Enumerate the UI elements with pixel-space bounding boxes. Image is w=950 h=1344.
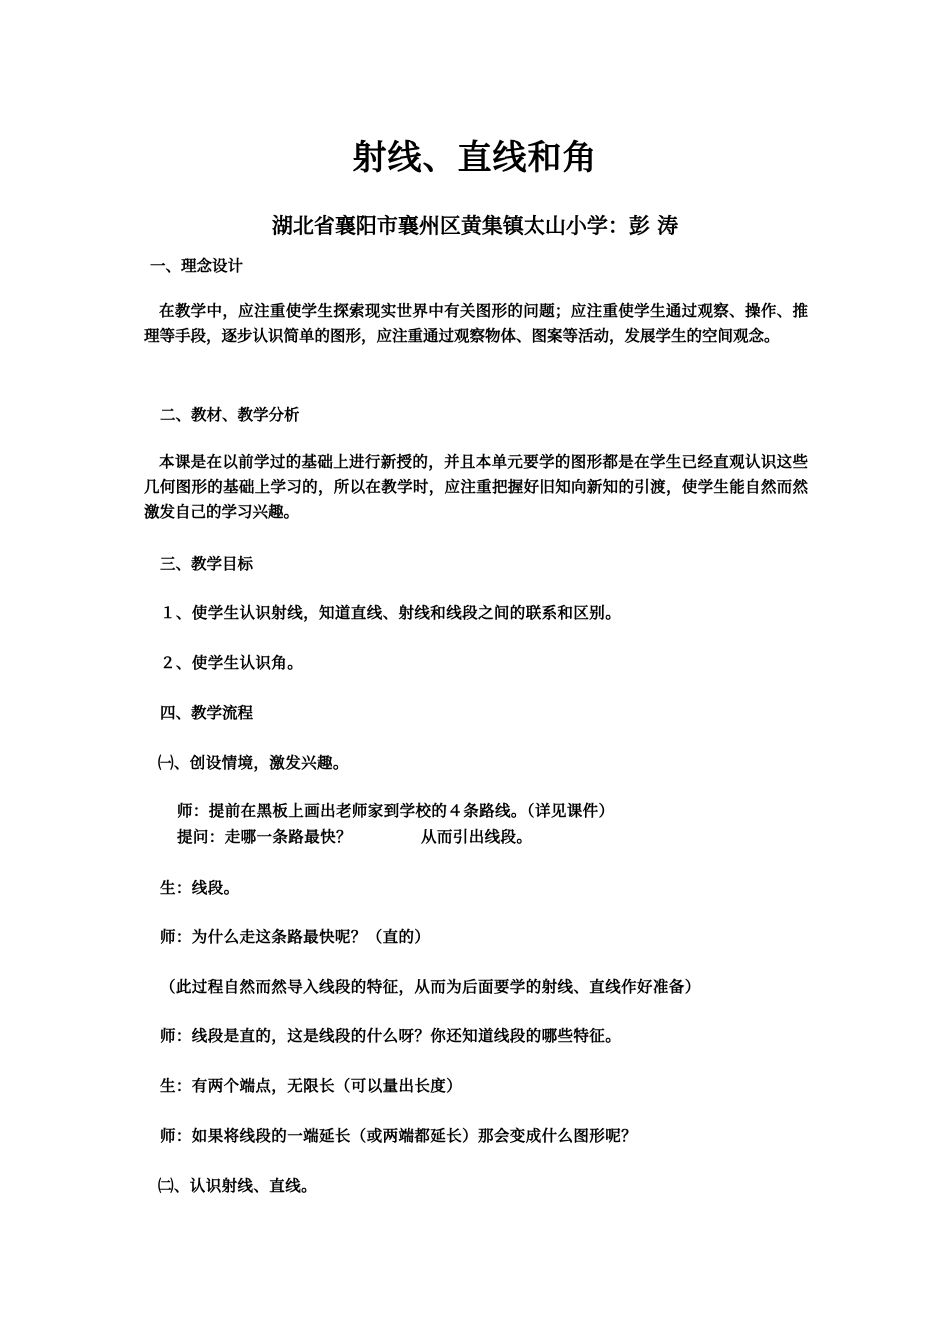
dialogue-student-1: 生：线段。 [160, 879, 240, 897]
dialogue-teacher-2: 师：为什么走这条路最快呢？（直的） [160, 928, 431, 946]
dialogue-teacher-3: 师：线段是直的，这是线段的什么呀？你还知道线段的哪些特征。 [160, 1027, 622, 1045]
goal-item-2: ２、使学生认识角。 [160, 654, 304, 672]
section-heading-goals: 三、教学目标 [160, 555, 254, 573]
step-heading-2: ㈡、认识射线、直线。 [158, 1177, 318, 1195]
dialogue-question-1: 提问：走哪一条路最快？ [177, 828, 352, 846]
section-heading-analysis: 二、教材、教学分析 [160, 406, 300, 424]
note-1: （此过程自然而然导入线段的特征，从而为后面要学的射线、直线作好准备） [160, 978, 701, 996]
step-heading-1: ㈠、创设情境，激发兴趣。 [158, 754, 349, 772]
dialogue-teacher-1: 师：提前在黑板上画出老师家到学校的４条路线。（详见课件） [177, 802, 615, 820]
paragraph-concept: 在教学中，应注重使学生探索现实世界中有关图形的问题；应注重使学生通过观察、操作、推理等手段，逐步认识简单的图形，应注重通过观察物体、图案等活动，发展学生的空间观念。 [144, 302, 808, 345]
document-title: 射线、直线和角 [352, 138, 598, 178]
dialogue-question-1-note: 从而引出线段。 [421, 828, 533, 846]
section-heading-process: 四、教学流程 [160, 704, 254, 722]
dialogue-student-2: 生：有两个端点，无限长（可以量出长度） [160, 1077, 463, 1095]
document-author: 湖北省襄阳市襄州区黄集镇太山小学：彭 涛 [271, 214, 679, 238]
dialogue-teacher-4: 师：如果将线段的一端延长（或两端都延长）那会变成什么图形呢？ [160, 1127, 638, 1145]
paragraph-analysis: 本课是在以前学过的基础上进行新授的，并且本单元要学的图形都是在学生已经直观认识这些几何图形的基础上学习的，所以在教学时，应注重把握好旧知向新知的引渡，使学生能自然而然激发自己的学习兴趣。 [144, 453, 808, 521]
section-heading-concept: 一、理念设计 [150, 257, 244, 275]
goal-item-1: １、使学生认识射线，知道直线、射线和线段之间的联系和区别。 [160, 604, 622, 622]
